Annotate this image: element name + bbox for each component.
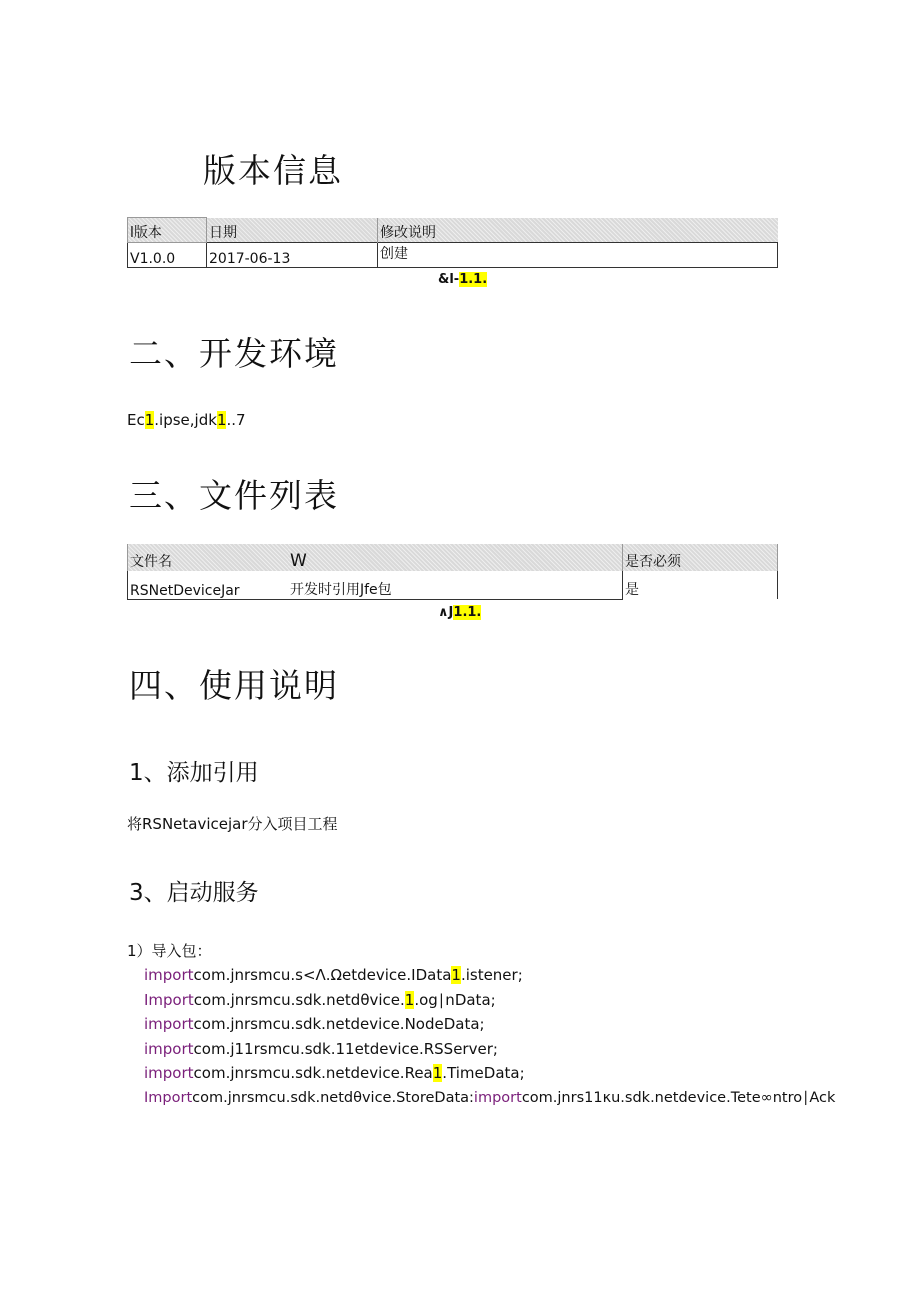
required-header: 是否必须 <box>623 544 778 571</box>
filename-cell: RSNetDeviceJar <box>128 571 289 599</box>
required-cell: 是 <box>623 571 778 599</box>
import-step-label: 1）导入包： <box>127 942 212 960</box>
version-header: l版本 <box>128 218 207 243</box>
table-caption-1: &l-1.1. <box>438 272 488 287</box>
date-header: 日期 <box>209 225 237 241</box>
version-title: 版本信息 <box>203 151 343 190</box>
sub1-text: 将RSNetavicejar分入项目工程 <box>127 815 338 833</box>
code-line: importcom.jnrsmcu.sdk.netdevice.NodeData; <box>144 1015 485 1033</box>
filename-header: 文件名 <box>128 544 289 571</box>
code-line: importcom.jnrsmcu.s<Λ.Ωetdevice.IData1.istener; <box>144 966 523 984</box>
env-text: Ec1.ipse,jdk1..7 <box>127 411 246 429</box>
version-table <box>127 217 778 268</box>
sub1-title: 1、添加引用 <box>129 760 259 786</box>
code-line: importcom.jnrsmcu.sdk.netdevice.Rea1.TimeData; <box>144 1064 525 1082</box>
code-line: Importcom.jnrsmcu.sdk.netdθvice.1.og∣nData; <box>144 990 496 1009</box>
date-cell: 2017-06-13 <box>207 243 378 268</box>
import-code-block <box>144 963 835 1110</box>
env-title: 二、开发环境 <box>129 334 339 373</box>
version-cell: V1.0.0 <box>128 243 207 268</box>
usage-title: 四、使用说明 <box>129 666 339 705</box>
sub2-title: 3、启动服务 <box>129 880 259 906</box>
change-cell: 创建 <box>378 243 778 268</box>
code-line: importcom.j11rsmcu.sdk.11etdevice.RSServer; <box>144 1039 498 1058</box>
desc-cell: 开发时引用Jfe包 <box>288 571 623 599</box>
table-caption-2: ∧J1.1. <box>438 605 482 620</box>
files-table <box>127 544 778 600</box>
files-title: 三、文件列表 <box>129 476 339 515</box>
desc-header: W <box>290 551 307 571</box>
code-line: Importcom.jnrsmcu.sdk.netdθvice.StoreData:importcom.jnrs11κu.sdk.netdevice.Tete∞ntro∣Ack <box>144 1089 836 1106</box>
change-header: 修改说明 <box>378 218 778 243</box>
